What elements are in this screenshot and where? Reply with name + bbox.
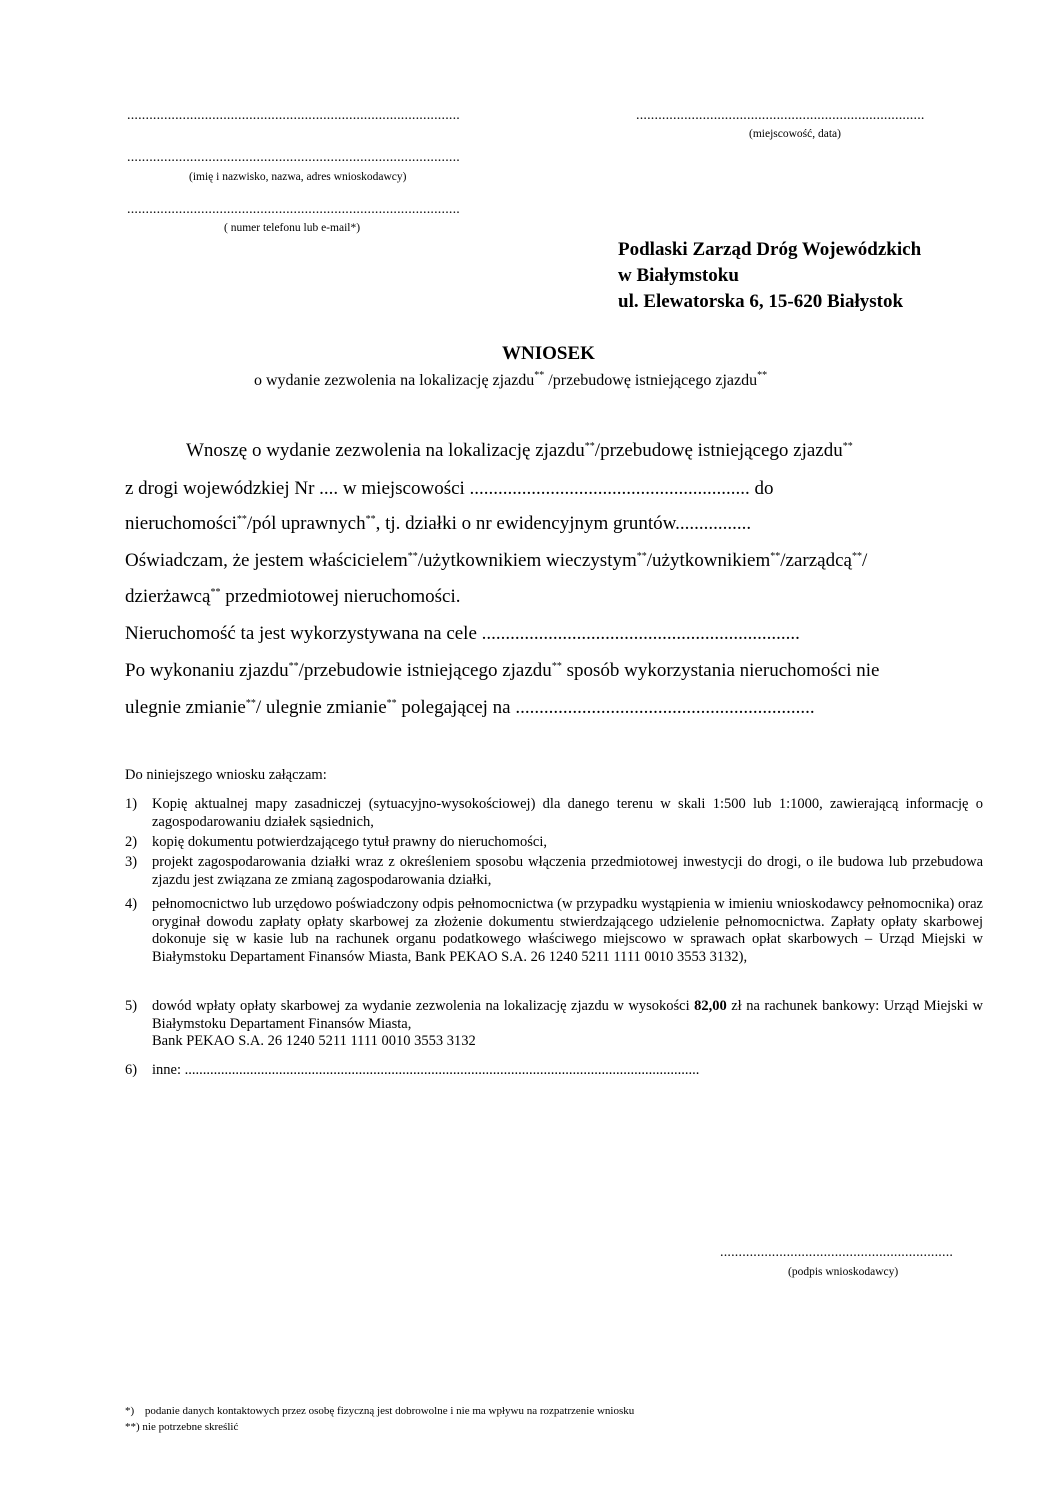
item-number: 6) — [125, 1062, 138, 1078]
item-number: 1) — [125, 796, 138, 812]
item-text — [152, 998, 983, 1051]
footnote-mark: ** — [757, 370, 768, 381]
signature-caption: (podpis wnioskodawcy) — [788, 1266, 899, 1278]
phone-dots-line[interactable]: .......................................................................................... — [127, 202, 460, 217]
body-text: / — [861, 550, 868, 571]
footnote-mark: ** — [770, 551, 781, 562]
attachments-heading: Do niniejszego wniosku załączam: — [125, 767, 327, 783]
name-caption: (imię i nazwisko, nazwa, adres wnioskodawcy) — [189, 171, 407, 183]
body-line-6: Nieruchomość ta jest wykorzystywana na cele ................................................................... — [125, 623, 800, 644]
subtitle-part-2: /przebudowę istniejącego zjazdu — [544, 372, 758, 389]
attachment-item-3 — [125, 854, 983, 890]
body-line-5 — [125, 586, 461, 608]
body-text: /pól uprawnych — [246, 513, 366, 534]
addressee-line-3: ul. Elewatorska 6, 15-620 Białystok — [618, 291, 904, 312]
body-line-8 — [125, 697, 815, 719]
body-line-1 — [186, 440, 853, 462]
attachment-item-4 — [125, 896, 983, 990]
place-date-dots-line[interactable]: .............................................................................. — [636, 108, 925, 123]
body-text: /użytkownikiem wieczystym — [417, 550, 637, 571]
body-text: / ulegnie zmianie — [255, 697, 387, 718]
item-text: projekt zagospodarowania działki wraz z określeniem sposobu włączenia przedmiotowej inwestycji do drogi, o ile budowa lub przebudowa zjazdu jest związana ze zmianą zagospodarowania działki, — [152, 854, 983, 888]
item-text: pełnomocnictwo lub urzędowo poświadczony odpis pełnomocnictwa (w przypadku wystąpienia w imieniu wnioskodawcy pełnomocnika) oraz oryginał dowodu zapłaty opłaty skarbowej za złożenie dokumentu stwierdzającego udzielenie pełnomocnictwa. Zapłaty opłaty skarbowej dokonuje się w kasie lub na rachunek organu podatkowego właściwego miejscowo w sprawach opłat skarbowych – Urząd Miejski w Białymstoku Departament Finansów Miasta, Bank PEKAO S.A. 26 1240 5211 1111 0010 3553 3132), — [152, 896, 983, 965]
signature-dots-line[interactable]: ............................................................... — [720, 1245, 954, 1260]
footnote-mark: ** — [288, 661, 299, 672]
footnote-mark: ** — [386, 698, 397, 709]
footnote-mark: ** — [407, 551, 418, 562]
attachment-item-2 — [125, 834, 983, 852]
footnote-mark: *) — [125, 1405, 135, 1417]
footnote-mark: ** — [236, 514, 247, 525]
footnote-text: podanie danych kontaktowych przez osobę fizyczną jest dobrowolne i nie ma wpływu na rozpatrzenie wniosku — [144, 1405, 635, 1417]
item-text: kopię dokumentu potwierdzającego tytuł prawny do nieruchomości, — [152, 834, 548, 850]
body-text: /użytkownikiem — [646, 550, 771, 571]
footnote-mark: ** — [842, 441, 853, 452]
subtitle-part-1: o wydanie zezwolenia na lokalizację zjazdu — [254, 372, 535, 389]
body-line-2: z drogi wojewódzkiej Nr .... w miejscowości ........................................................... do — [125, 478, 774, 499]
place-date-caption: (miejscowość, data) — [749, 128, 841, 140]
item-text: Kopię aktualnej mapy zasadniczej (sytuacyjno-wysokościowej) dla danego terenu w skali 1:500 lub 1:1000, zawierającą informację o zagospodarowaniu działek sąsiednich, — [152, 796, 983, 830]
body-text: polegającej na ............................................................... — [396, 697, 815, 718]
footnote-mark: ** — [534, 370, 545, 381]
item-text-part: dowód wpłaty opłaty skarbowej za wydanie zezwolenia na lokalizację zjazdu w wysokości — [152, 998, 695, 1014]
item-number: 3) — [125, 854, 138, 870]
footnote-text: nie potrzebne skreślić — [139, 1421, 239, 1433]
footnote-mark: ** — [245, 698, 256, 709]
addressee-line-2: w Białymstoku — [618, 265, 739, 286]
body-text: , tj. działki o nr ewidencyjnym gruntów................ — [375, 513, 752, 534]
item-text-part: zł na rachunek bankowy: Urząd Miejski w Białymstoku Departament Finansów Miasta, — [152, 998, 983, 1032]
phone-caption: ( numer telefonu lub e-mail*) — [224, 222, 361, 234]
body-text: sposób wykorzystania nieruchomości nie — [561, 660, 880, 681]
body-line-3 — [125, 513, 751, 535]
attachment-item-1 — [125, 796, 983, 832]
body-text: dzierżawcą — [125, 586, 211, 607]
document-subtitle — [254, 372, 767, 390]
fee-amount: 82,00 — [694, 998, 727, 1014]
footnote-mark: ** — [584, 441, 595, 452]
footnote-mark: **) — [125, 1421, 140, 1433]
body-text: nieruchomości — [125, 513, 237, 534]
item-text-other[interactable]: inne: .............................................................................................................................................. — [152, 1062, 700, 1078]
body-text: /przebudowie istniejącego zjazdu — [298, 660, 552, 681]
footnote-mark: ** — [551, 661, 562, 672]
attachment-item-6 — [125, 1062, 983, 1080]
bank-account: Bank PEKAO S.A. 26 1240 5211 1111 0010 3553 3132 — [152, 1033, 476, 1049]
body-text: przedmiotowej nieruchomości. — [220, 586, 461, 607]
body-line-7 — [125, 660, 879, 682]
name-dots-line-1[interactable]: .......................................................................................... — [127, 108, 460, 123]
item-number: 2) — [125, 834, 138, 850]
item-number: 5) — [125, 998, 138, 1014]
footnote-1 — [125, 1405, 634, 1417]
footnote-mark: ** — [636, 551, 647, 562]
footnote-mark: ** — [365, 514, 376, 525]
attachment-item-5 — [125, 998, 983, 1054]
item-number: 4) — [125, 896, 138, 912]
addressee-line-1: Podlaski Zarząd Dróg Wojewódzkich — [618, 239, 922, 260]
name-dots-line-2[interactable]: .......................................................................................... — [127, 150, 460, 165]
addressee-block — [618, 237, 921, 315]
footnote-mark: ** — [851, 551, 862, 562]
body-text: ulegnie zmianie — [125, 697, 246, 718]
body-text: Oświadczam, że jestem właścicielem — [125, 550, 408, 571]
body-line-4 — [125, 550, 867, 572]
body-text: Wnoszę o wydanie zezwolenia na lokalizację zjazdu — [186, 440, 585, 461]
body-text: /zarządcą — [780, 550, 852, 571]
footnote-mark: ** — [210, 587, 221, 598]
footnote-2 — [125, 1421, 238, 1433]
body-text: /przebudowę istniejącego zjazdu — [594, 440, 843, 461]
body-text: Po wykonaniu zjazdu — [125, 660, 289, 681]
document-title: WNIOSEK — [502, 343, 595, 364]
